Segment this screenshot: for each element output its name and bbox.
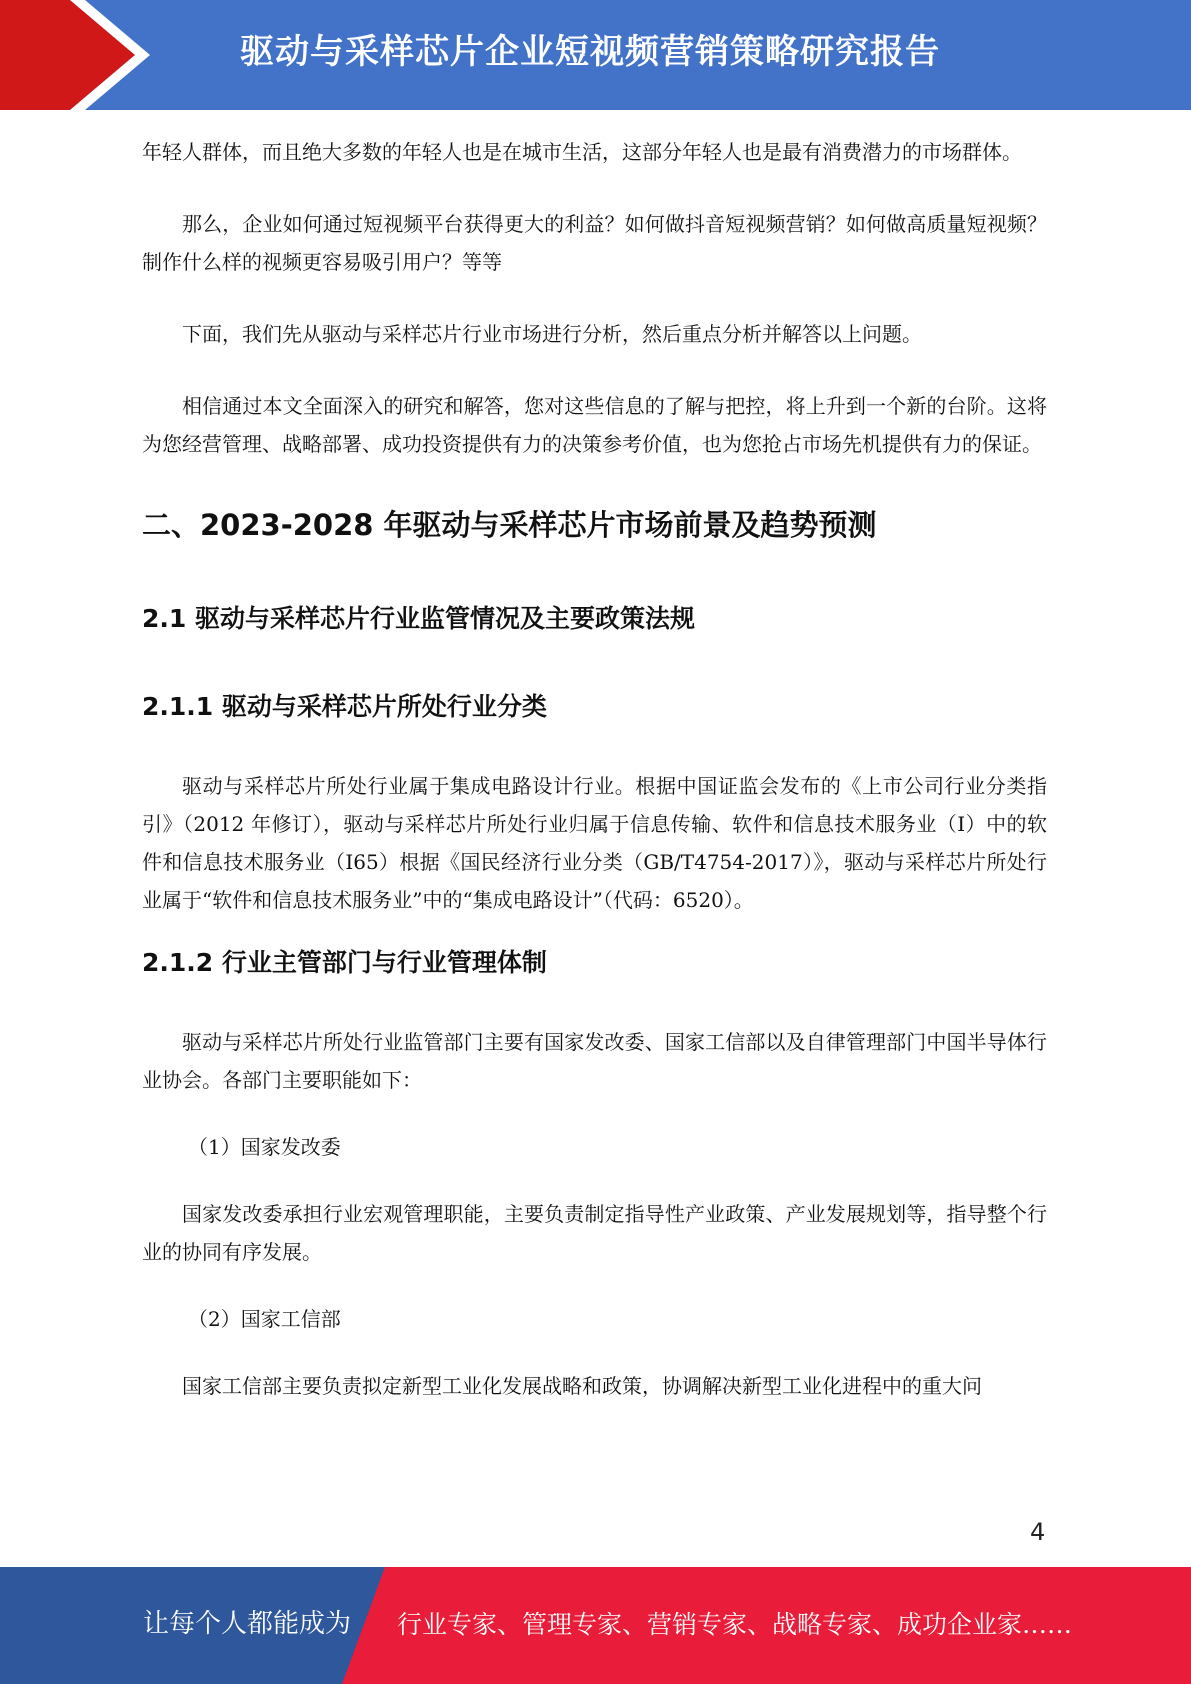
paragraph-industry-classification: 驱动与采样芯片所处行业属于集成电路设计行业。根据中国证监会发布的《上市公司行业分类指引》（2012 年修订），驱动与采样芯片所处行业归属于信息传输、软件和信息技术服务业（I）中的软件和信息技术服务业（I65）根据《国民经济行业分类（GB/T4754-2017）》，驱动与采样芯片所处行业属于“软件和信息技术服务业”中的“集成电路设计”（代码：6520）。 <box>142 774 1047 912</box>
section-2-1-heading: 2.1 驱动与采样芯片行业监管情况及主要政策法规 <box>142 604 695 633</box>
page-number: 4 <box>1030 1518 1046 1546</box>
paragraph-questions: 那么，企业如何通过短视频平台获得更大的利益？如何做抖音短视频营销？如何做高质量短视频？制作什么样的视频更容易吸引用户？等等 <box>142 212 1047 274</box>
page-footer <box>0 1567 1191 1684</box>
paragraph-ndrc: 国家发改委承担行业宏观管理职能，主要负责制定指导性产业政策、产业发展规划等，指导整个行业的协同有序发展。 <box>142 1202 1047 1264</box>
list-item-ndrc: （1）国家发改委 <box>188 1135 341 1159</box>
section-2-heading: 二、2023-2028 年驱动与采样芯片市场前景及趋势预测 <box>142 508 877 542</box>
footer-slogan-left: 让每个人都能成为 <box>143 1609 352 1639</box>
paragraph-young-users: 年轻人群体，而且绝大多数的年轻人也是在城市生活，这部分年轻人也是最有消费潜力的市场群体。 <box>142 140 1022 164</box>
paragraph-analysis-intro: 下面，我们先从驱动与采样芯片行业市场进行分析，然后重点分析并解答以上问题。 <box>182 322 922 346</box>
document-body <box>142 133 1047 1405</box>
paragraph-regulators: 驱动与采样芯片所处行业监管部门主要有国家发改委、国家工信部以及自律管理部门中国半导体行业协会。各部门主要职能如下： <box>142 1030 1047 1092</box>
paragraph-miit: 国家工信部主要负责拟定新型工业化发展战略和政策，协调解决新型工业化进程中的重大问 <box>182 1374 982 1398</box>
section-2-1-2-heading: 2.1.2 行业主管部门与行业管理体制 <box>142 948 547 977</box>
section-2-1-1-heading: 2.1.1 驱动与采样芯片所处行业分类 <box>142 692 547 721</box>
paragraph-value: 相信通过本文全面深入的研究和解答，您对这些信息的了解与把控，将上升到一个新的台阶。这将为您经营管理、战略部署、成功投资提供有力的决策参考价值，也为您抢占市场先机提供有力的保证。 <box>142 394 1047 456</box>
footer-slogan-right: 行业专家、管理专家、营销专家、战略专家、成功企业家…… <box>397 1610 1073 1639</box>
report-title: 驱动与采样芯片企业短视频营销策略研究报告 <box>240 32 940 72</box>
list-item-miit: （2）国家工信部 <box>188 1307 341 1331</box>
page-header <box>0 0 1191 110</box>
